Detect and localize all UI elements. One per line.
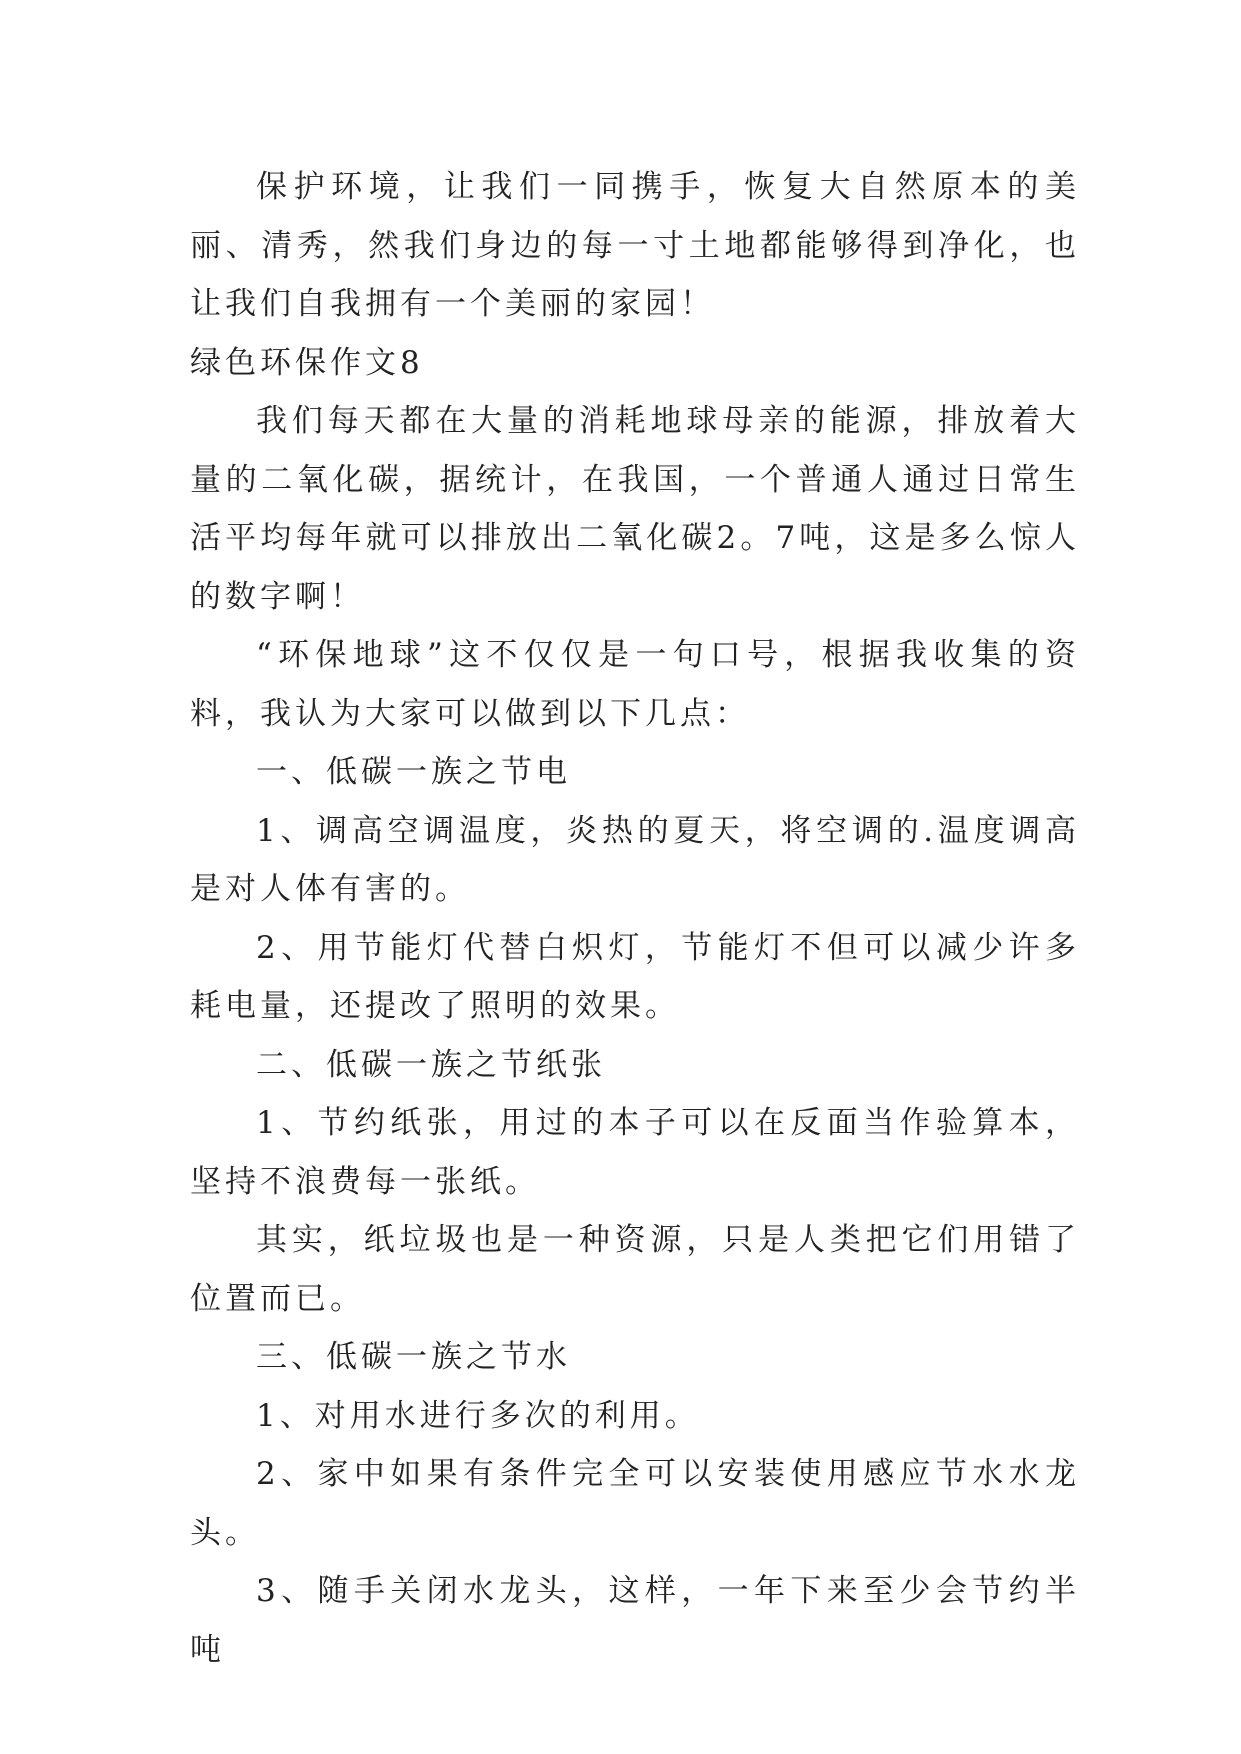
subheading: 一、低碳一族之节电	[256, 754, 571, 790]
section-title: 绿色环保作文8	[190, 344, 424, 381]
list-item: 1、调高空调温度，炎热的夏天，将空调的.温度调高是对人体有害的。	[190, 812, 1080, 907]
paragraph: 保护环境，让我们一同携手，恢复大自然原本的美丽、清秀，然我们身边的每一寸土地都能够得到净化，也让我们自我拥有一个美丽的家园！	[190, 169, 1080, 322]
list-item: 3、随手关闭水龙头，这样，一年下来至少会节约半吨	[190, 1573, 1080, 1668]
paragraph: “环保地球”这不仅仅是一句口号，根据我收集的资料，我认为大家可以做到以下几点：	[190, 637, 1080, 732]
subheading: 三、低碳一族之节水	[256, 1339, 571, 1375]
list-item: 2、用节能灯代替白炽灯，节能灯不但可以减少许多耗电量，还提改了照明的效果。	[190, 929, 1080, 1024]
subheading: 二、低碳一族之节纸张	[256, 1046, 606, 1083]
document-body	[190, 158, 1080, 1679]
list-item: 1、节约纸张，用过的本子可以在反面当作验算本，坚持不浪费每一张纸。	[190, 1105, 1080, 1200]
paragraph: 我们每天都在大量的消耗地球母亲的能源，排放着大量的二氧化碳，据统计，在我国，一个普通人通过日常生活平均每年就可以排放出二氧化碳2。7吨，这是多么惊人的数字啊！	[190, 403, 1080, 615]
list-item: 2、家中如果有条件完全可以安装使用感应节水水龙头。	[190, 1456, 1080, 1551]
list-item: 1、对用水进行多次的利用。	[256, 1397, 700, 1434]
paragraph: 其实，纸垃圾也是一种资源，只是人类把它们用错了位置而已。	[190, 1222, 1080, 1317]
